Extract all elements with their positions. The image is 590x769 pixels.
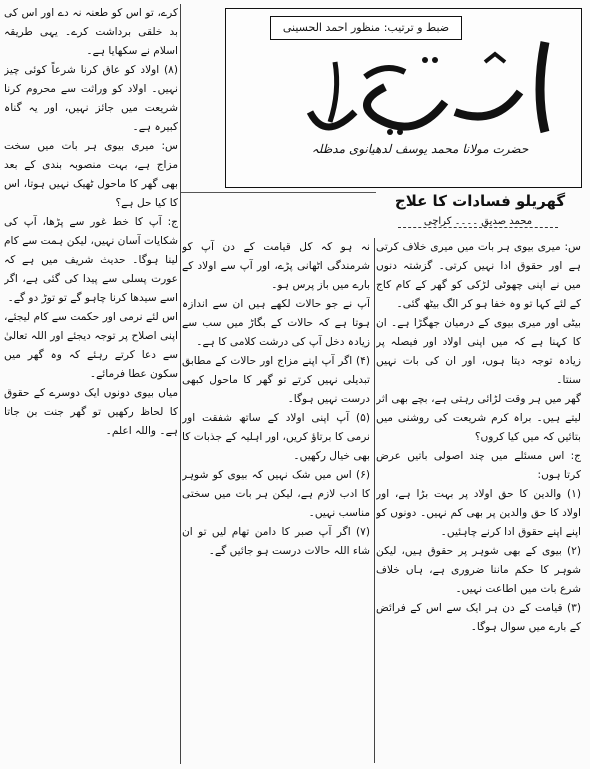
column-rule-left	[180, 4, 181, 764]
paragraph: اس لئے نرمی اور حکمت سے کام لیجئے، اپنی اصلاح پر توجہ دیجئے اور اللہ تعالیٰ سے دعا کرتے رہئے کہ وہ گھر میں سکون عطا فرمائے۔	[4, 311, 178, 380]
paragraph: (۱) والدین کا حق اولاد پر بہت بڑا ہے، اور اولاد کا حق والدین پر بھی کم نہیں۔ دونوں کو اپنے اپنے حقوق ادا کرنے چاہئیں۔	[376, 488, 581, 538]
section-divider	[180, 192, 376, 193]
paragraph: آپ نے جو حالات لکھے ہیں ان سے اندازہ ہوتا ہے کہ حالات کے بگاڑ میں سب سے زیادہ دخل آپ کی درشت کلامی کا ہے۔	[182, 298, 370, 348]
paragraph: ج: آپ کا خط غور سے پڑھا، آپ کی شکایات آسان نہیں، لیکن ہمت سے کام لینا ہوگا۔ حدیث شریف میں ہے کہ عورت پسلی سے پیدا کی گئی ہے، اگر اسے سیدھا کرنا چاہو گے تو توڑ دو گے۔	[4, 216, 178, 304]
author-byline: حضرت مولانا محمد یوسف لدھیانوی مدظلہ	[311, 142, 529, 156]
column-rule-right	[374, 238, 375, 763]
paragraph: (۳) قیامت کے دن ہر ایک سے اس کے فرائض کے بارے میں سوال ہوگا۔	[376, 602, 581, 633]
column-right	[376, 238, 581, 763]
paragraph: (۲) بیوی کے بھی شوہر پر حقوق ہیں، لیکن شوہر کا حکم ماننا ضروری ہے، ہاں خلاف شرع بات میں اطاعت نہیں۔	[376, 545, 581, 595]
column-middle	[182, 238, 370, 763]
paragraph: (۷) اگر آپ صبر کا دامن تھام لیں تو ان شاء اللہ حالات درست ہو جائیں گے۔	[182, 526, 370, 557]
article-asker: محمد صدیق ۔۔۔۔ کراچی	[398, 216, 558, 228]
paragraph: س: میری بیوی ہر بات میں میری خلاف کرتی ہے اور حقوق ادا نہیں کرتی۔ گزشتہ دنوں میں نے اپنی چھوٹی لڑکی کو گھر کے کام کاج کے لئے کہا تو وہ خفا ہو کر الگ بیٹھ گئی۔	[376, 241, 581, 310]
paragraph: (۸) اولاد کو عاق کرنا شرعاً کوئی چیز نہیں۔ اولاد کو وراثت سے محروم کرنا شریعت میں جائز نہیں، اور یہ گناہ کبیرہ ہے۔	[4, 64, 178, 133]
paragraph: (۶) اس میں شک نہیں کہ بیوی کو شوہر کا ادب لازم ہے، لیکن ہر بات میں سختی مناسب نہیں۔	[182, 469, 370, 519]
article-title: گھریلو فسادات کا علاج	[394, 192, 566, 210]
column-left	[4, 4, 178, 764]
paragraph: کرے، تو اس کو طعنہ نہ دے اور اس کی بد خلقی برداشت کرے۔ یہی طریقہ اسلام نے سکھایا ہے۔	[4, 7, 178, 57]
paragraph: ج: اس مسئلے میں چند اصولی باتیں عرض کرتا ہوں:	[376, 450, 581, 481]
paragraph: گھر میں ہر وقت لڑائی رہتی ہے، بچے بھی اثر لیتے ہیں۔ براہ کرم شریعت کی روشنی میں بتائیں کہ میں کیا کروں؟	[376, 393, 581, 443]
column-logo	[295, 32, 565, 152]
paragraph: (۴) اگر آپ اپنے مزاج اور حالات کے مطابق تبدیلی نہیں کرتے تو گھر کا ماحول کبھی درست نہیں ہوگا۔	[182, 355, 370, 405]
paragraph: بیٹی اور میری بیوی کے درمیان جھگڑا ہے۔ ان کا کہنا ہے کہ میں اپنی اولاد اور فیصلہ پر زیادہ توجہ دیتا ہوں، اور ان کی بات نہیں سنتا۔	[376, 317, 581, 386]
paragraph: میاں بیوی دونوں ایک دوسرے کے حقوق کا لحاظ رکھیں تو گھر جنت بن جاتا ہے۔ واللہ اعلم۔	[4, 387, 178, 437]
paragraph: نہ ہو کہ کل قیامت کے دن آپ کو شرمندگی اٹھانی پڑے، اور آپ سے اولاد کے بارے میں باز پرس ہو۔	[182, 241, 370, 291]
paragraph: س: میری بیوی ہر بات میں سخت مزاج ہے، بہت منصوبہ بندی کے بعد بھی گھر کا ماحول ٹھیک نہیں ہوتا، اس کا کیا حل ہے؟	[4, 140, 178, 209]
paragraph: (۵) آپ اپنی اولاد کے ساتھ شفقت اور نرمی کا برتاؤ کریں، اور اہلیہ کے جذبات کا بھی خیال رکھیں۔	[182, 412, 370, 462]
compiler-credit: ضبط و ترتیب: منظور احمد الحسینی	[270, 16, 462, 40]
